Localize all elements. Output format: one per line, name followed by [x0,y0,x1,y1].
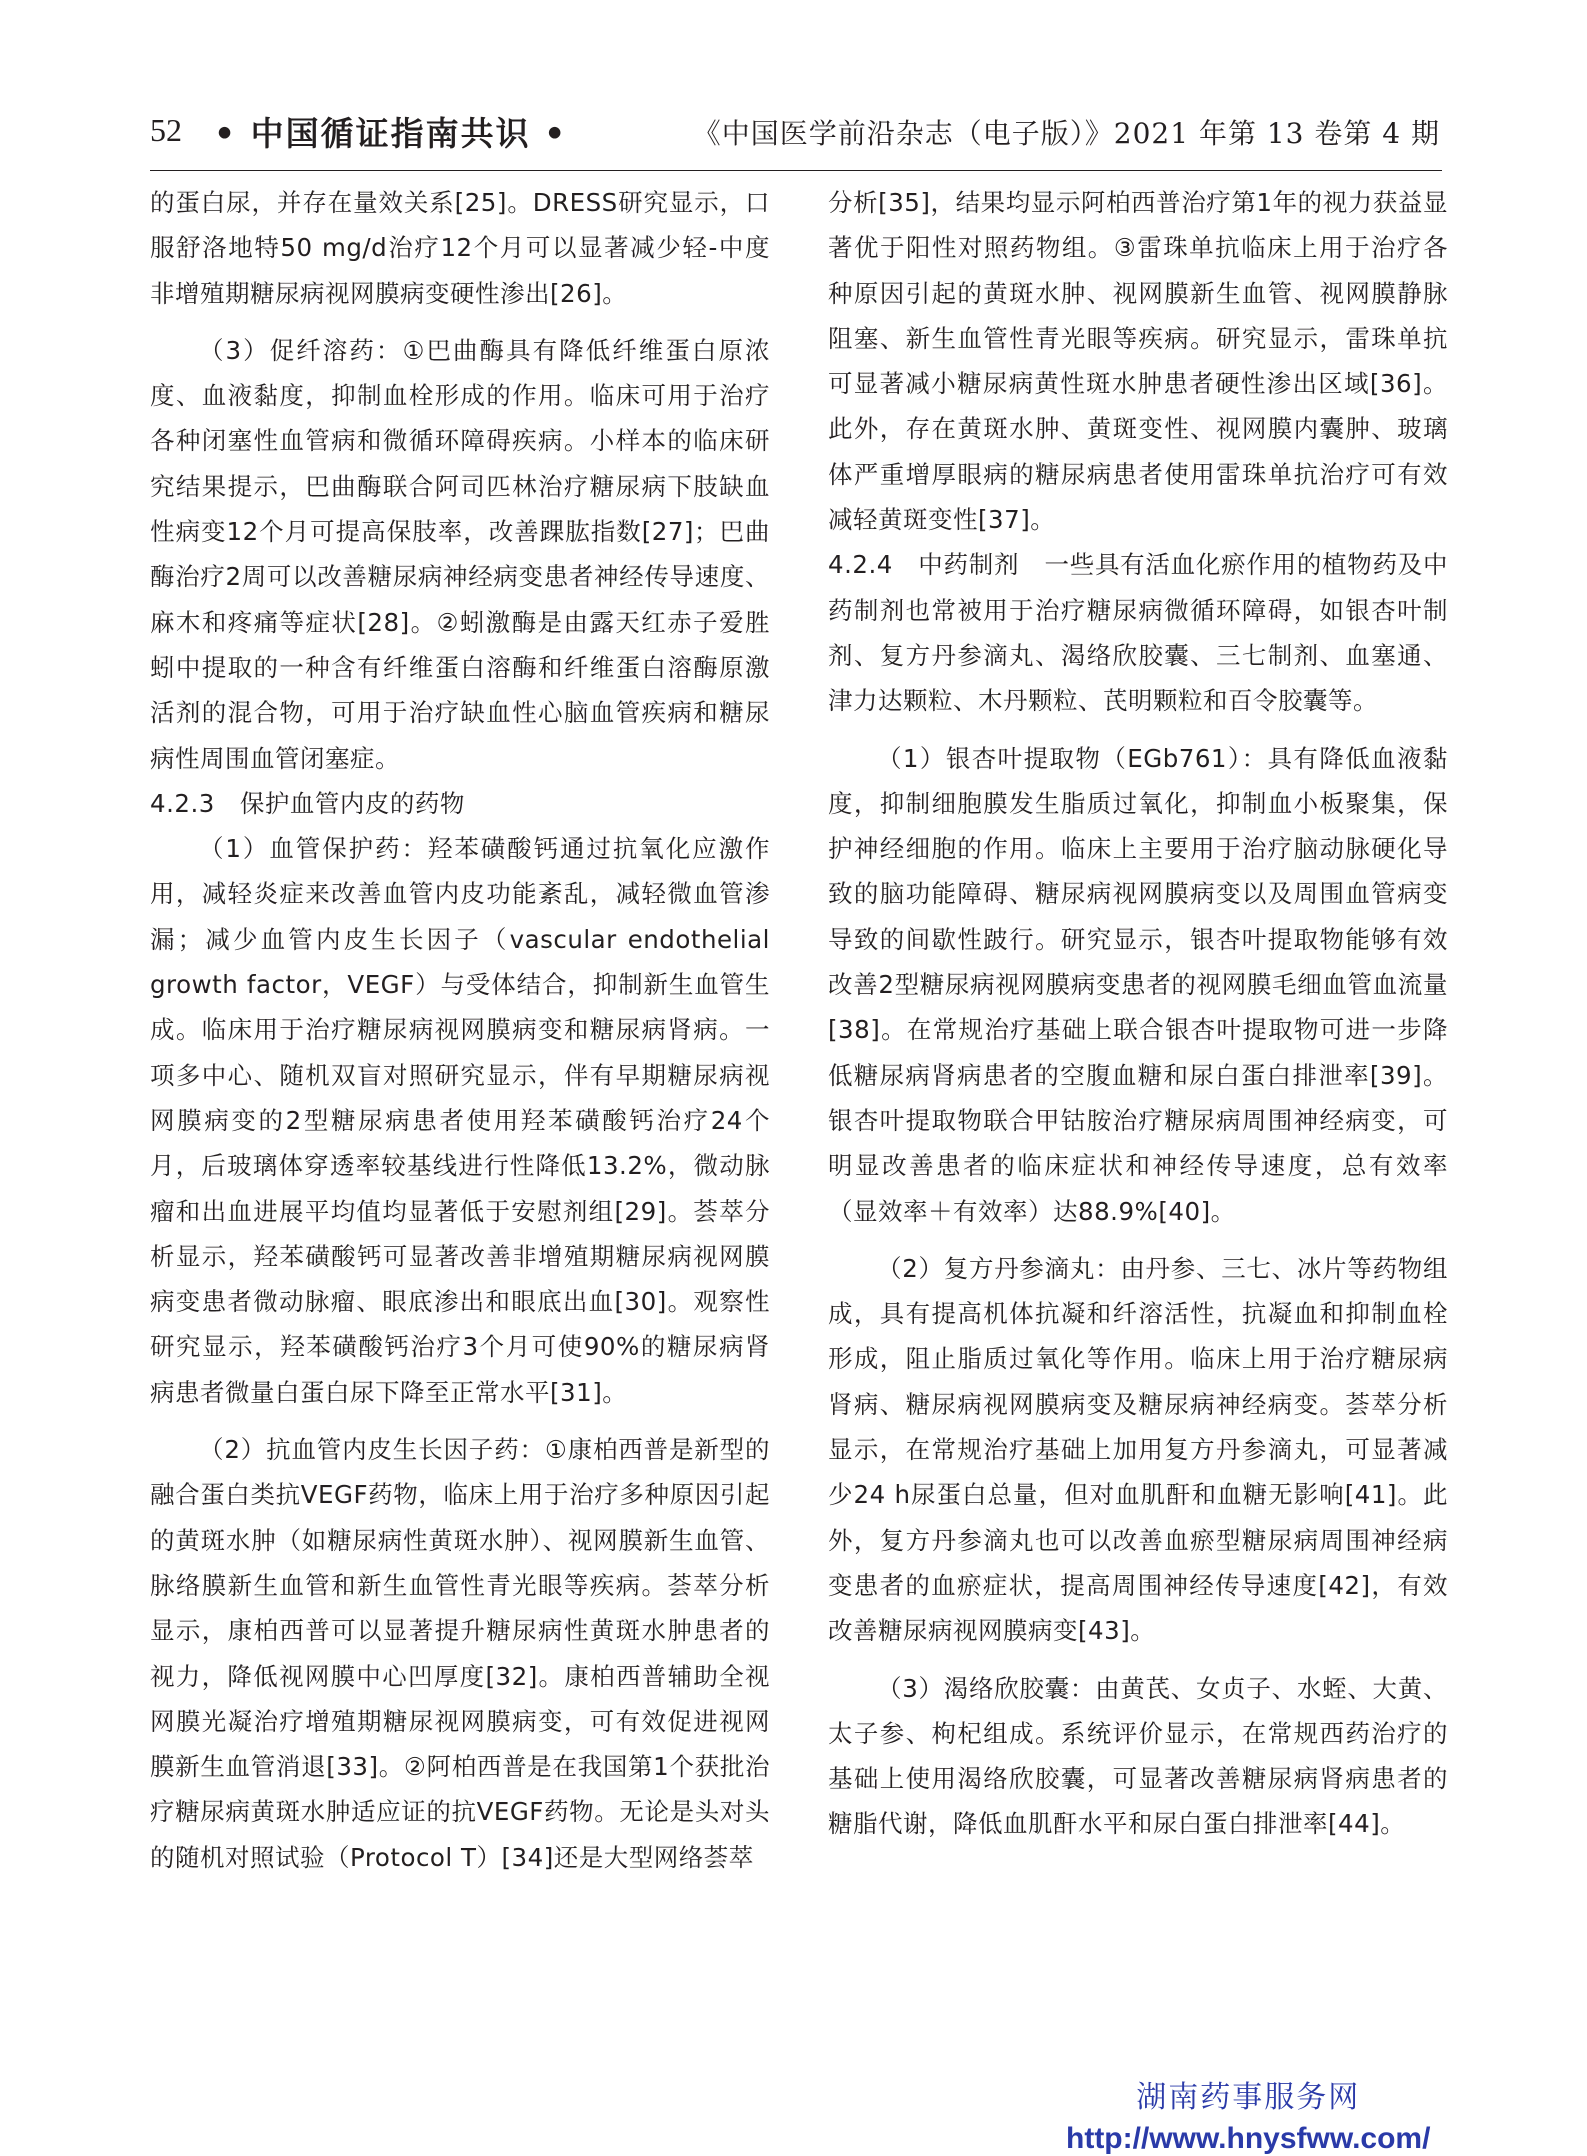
watermark-site-name: 湖南药事服务网 [1136,2080,1361,2115]
paragraph: （1）银杏叶提取物（EGb761）：具有降低血液黏度，抑制细胞膜发生脂质过氧化，抑制血小板聚集，保护神经细胞的作用。临床上主要用于治疗脑动脉硬化导致的脑功能障碍、糖尿病视网膜病变以及周围血管病变导致的间歇性跛行。研究显示，银杏叶提取物能够有效改善2型糖尿病视网膜病变患者的视网膜毛细血管血流量[38]。在常规治疗基础上联合银杏叶提取物可进一步降低糖尿病肾病患者的空腹血糖和尿白蛋白排泄率[39]。银杏叶提取物联合甲钴胺治疗糖尿病周围神经病变，可明显改善患者的临床症状和神经传导速度，总有效率（显效率＋有效率）达88.9%[40]。 [828,743,1448,1226]
watermark-url[interactable]: http://www.hnysfww.com/ [1066,2122,1431,2155]
paragraph: （3）促纤溶药：①巴曲酶具有降低纤维蛋白原浓度、血液黏度，抑制血栓形成的作用。临床可用于治疗各种闭塞性血管病和微循环障碍疾病。小样本的临床研究结果提示，巴曲酶联合阿司匹林治疗糖尿病下肢缺血性病变12个月可提高保肢率，改善踝肱指数[27]；巴曲酶治疗2周可以改善糖尿病神经病变患者神经传导速度、麻木和疼痛等症状[28]。②蚓激酶是由露天红赤子爱胜蚓中提取的一种含有纤维蛋白溶酶和纤维蛋白溶酶原激活剂的混合物，可用于治疗缺血性心脑血管疾病和糖尿病性周围血管闭塞症。 [150,335,770,773]
paragraph: 的蛋白尿，并存在量效关系[25]。DRESS研究显示，口服舒洛地特50 mg/d治疗12个月可以显著减少轻-中度非增殖期糖尿病视网膜病变硬性渗出[26]。 [150,188,770,308]
paragraph: （2）复方丹参滴丸：由丹参、三七、冰片等药物组成，具有提高机体抗凝和纤溶活性，抗凝血和抑制血栓形成，阻止脂质过氧化等作用。临床上用于治疗糖尿病肾病、糖尿病视网膜病变及糖尿病神经病变。荟萃分析显示，在常规治疗基础上加用复方丹参滴丸，可显著减少24 h尿蛋白总量，但对血肌酐和血糖无影响[41]。此外，复方丹参滴丸也可以改善血瘀型糖尿病周围神经病变患者的血瘀症状，提高周围神经传导速度[42]，有效改善糖尿病视网膜病变[43]。 [828,1253,1448,1646]
paragraph: （3）渴络欣胶囊：由黄芪、女贞子、水蛭、大黄、太子参、枸杞组成。系统评价显示，在常规西药治疗的基础上使用渴络欣胶囊，可显著改善糖尿病肾病患者的糖脂代谢，降低血肌酐水平和尿白蛋白排泄率[44]。 [828,1673,1448,1839]
journal-citation: 《中国医学前沿杂志（电子版）》2021 年第 13 卷第 4 期 [692,117,1440,150]
running-header [150,104,1440,164]
paragraph: （2）抗血管内皮生长因子药：①康柏西普是新型的融合蛋白类抗VEGF药物，临床上用于治疗多种原因引起的黄斑水肿（如糖尿病性黄斑水肿）、视网膜新生血管、脉络膜新生血管和新生血管性青光眼等疾病。荟萃分析显示，康柏西普可以显著提升糖尿病性黄斑水肿患者的视力，降低视网膜中心凹厚度[32]。康柏西普辅助全视网膜光凝治疗增殖期糖尿视网膜病变，可有效促进视网膜新生血管消退[33]。②阿柏西普是在我国第1个获批治疗糖尿病黄斑水肿适应证的抗VEGF药物。无论是头对头的随机对照试验（Protocol T）[34]还是大型网络荟萃 [150,1435,770,1872]
right-column [828,180,1448,1847]
section-heading: 4.2.4 中药制剂 一些具有活血化瘀作用的植物药及中药制剂也常被用于治疗糖尿病微循环障碍，如银杏叶制剂、复方丹参滴丸、渴络欣胶囊、三七制剂、血塞通、津力达颗粒、木丹颗粒、芪明颗粒和百令胶囊等。 [828,550,1448,716]
left-column [150,180,770,1880]
section-title: • 中国循证指南共识 • [214,114,568,153]
section-heading: 4.2.3 保护血管内皮的药物 [150,788,465,818]
paragraph: 分析[35]，结果均显示阿柏西普治疗第1年的视力获益显著优于阳性对照药物组。③雷珠单抗临床上用于治疗各种原因引起的黄斑水肿、视网膜新生血管、视网膜静脉阻塞、新生血管性青光眼等疾病。研究显示，雷珠单抗可显著减小糖尿病黄性斑水肿患者硬性渗出区域[36]。此外，存在黄斑水肿、黄斑变性、视网膜内囊肿、玻璃体严重增厚眼病的糖尿病患者使用雷珠单抗治疗可有效减轻黄斑变性[37]。 [828,188,1448,535]
site-watermark [1066,2072,1430,2156]
page-number: 52 [150,112,182,148]
paragraph: （1）血管保护药：羟苯磺酸钙通过抗氧化应激作用，减轻炎症来改善血管内皮功能紊乱，减轻微血管渗漏；减少血管内皮生长因子（vascular endothelial growth factor，VEGF）与受体结合，抑制新生血管生成。临床用于治疗糖尿病视网膜病变和糖尿病肾病。一项多中心、随机双盲对照研究显示，伴有早期糖尿病视网膜病变的2型糖尿病患者使用羟苯磺酸钙治疗24个月，后玻璃体穿透率较基线进行性降低13.2%，微动脉瘤和出血进展平均值均显著低于安慰剂组[29]。荟萃分析显示，羟苯磺酸钙可显著改善非增殖期糖尿病视网膜病变患者微动脉瘤、眼底渗出和眼底出血[30]。观察性研究显示，羟苯磺酸钙治疗3个月可使90%的糖尿病肾病患者微量白蛋白尿下降至正常水平[31]。 [150,834,770,1407]
header-rule [150,170,1442,171]
